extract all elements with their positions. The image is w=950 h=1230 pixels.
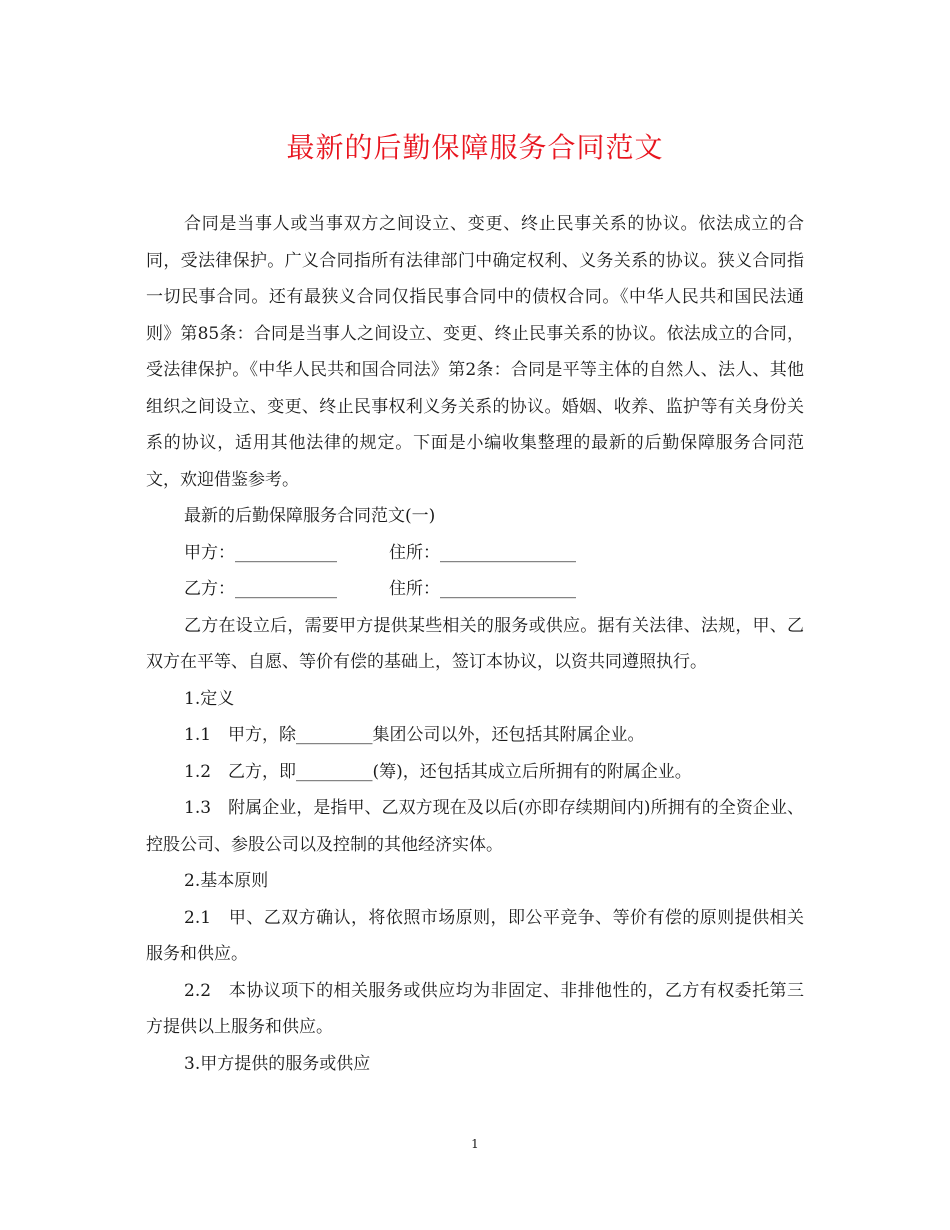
party-b-address-field: 住所：________________ (389, 579, 576, 599)
clause-1-1: 1.1 甲方，除_________集团公司以外，还包括其附属企业。 (184, 725, 645, 745)
preamble-paragraph: 乙方在设立后，需要甲方提供某些相关的服务或供应。据有关法律、法规，甲、乙双方在平等、自愿、等价有偿的基础上，签订本协议，以资共同遵照执行。 (146, 615, 804, 672)
clause-2-1: 2.1 甲、乙双方确认，将依照市场原则，即公平竞争、等价有偿的原则提供相关服务和供应。 (146, 907, 804, 964)
clause-1-heading: 1.定义 (184, 688, 235, 709)
party-a-address-field: 住所：________________ (389, 542, 576, 563)
clause-1-2: 1.2 乙方，即_________(筹)，还包括其成立后所拥有的附属企业。 (184, 761, 692, 782)
document-title: 最新的后勤保障服务合同范文 (286, 131, 664, 164)
clause-1-3: 1.3 附属企业，是指甲、乙双方现在及以后(亦即存续期间内)所拥有的全资企业、控股公司、参股公司以及控制的其他经济实体。 (146, 798, 804, 855)
clause-2-heading: 2.基本原则 (184, 871, 269, 891)
party-b-field: 乙方：____________ (184, 579, 337, 599)
page-number: 1 (471, 1137, 479, 1151)
document-body (146, 206, 804, 1082)
party-b-line (146, 571, 804, 608)
intro-paragraph: 合同是当事人或当事双方之间设立、变更、终止民事关系的协议。依法成立的合同，受法律保护。广义合同指所有法律部门中确定权利、义务关系的协议。狭义合同指一切民事合同。还有最狭义合同仅指民事合同中的债权合同。《中华人民共和国民法通则》第85条：合同是当事人之间设立、变更、终止民事关系的协议。依法成立的合同，受法律保护。《中华人民共和国合同法》第2条：合同是平等主体的自然人、法人、其他组织之间设立、变更、终止民事权利义务关系的协议。婚姻、收养、监护等有关身份关系的协议，适用其他法律的规定。下面是小编收集整理的最新的后勤保障服务合同范文，欢迎借鉴参考。 (146, 214, 804, 490)
clause-2-2: 2.2 本协议项下的相关服务或供应均为非固定、非排他性的，乙方有权委托第三方提供以上服务和供应。 (146, 980, 804, 1037)
clause-3-heading: 3.甲方提供的服务或供应 (184, 1053, 371, 1074)
party-a-field: 甲方：____________ (184, 542, 337, 563)
section-heading: 最新的后勤保障服务合同范文(一) (184, 506, 436, 526)
party-a-line (146, 535, 804, 572)
